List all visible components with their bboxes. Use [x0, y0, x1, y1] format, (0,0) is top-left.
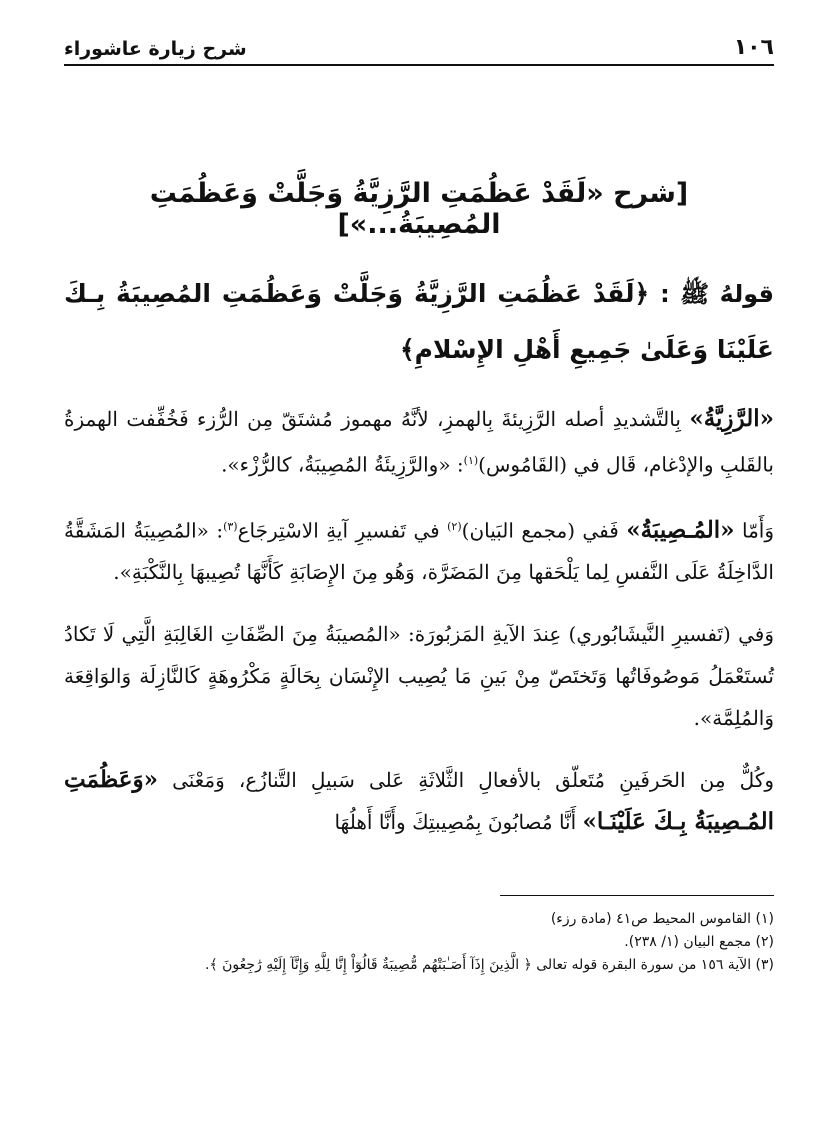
- footnote-3: (٣) الآية ١٥٦ من سورة البقرة قوله تعالى ﴿ الَّذِينَ إِذَآ أَصَـٰبَتْهُم مُّصِيبَةٌ قَالُوٓاْ إِنَّا لِلَّهِ وَإِنَّآ إِلَيْهِ رَٰجِعُونَ ﴾.: [205, 957, 774, 974]
- page-number: ١٠٦: [733, 35, 774, 60]
- footnote-1: (١) القاموس المحيط ص٤١ (مادة رزء): [550, 911, 774, 928]
- paragraph-musiba-text-3: : «المُصِيبَةُ المَشَقَّةُ الدَّاخِلَةُ عَلَى النَّفسِ لِما يَلْحَقها مِنَ المَضَرَّة، وَهُو مِنَ الإِصَابَةِ كَأَنَّهَا تُصِيبهَا بِالنَّكْبَةِ».: [64, 518, 774, 585]
- section-title: [شرح «لَقَدْ عَظُمَتِ الرَّزِيَّةُ وَجَلَّتْ وَعَظُمَتِ المُصِيبَةُ...»]: [149, 178, 689, 240]
- paragraph-harfayn-text-2: أَنَّا مُصابُونَ بِمُصِيبتِكَ وأَنَّا أَهلُهَا: [334, 810, 577, 835]
- paragraph-musiba-text-2: في تَفسيرِ آيةِ الاسْتِرجَاع: [237, 518, 440, 543]
- paragraph-harfayn: [64, 759, 774, 843]
- paragraph-musiba: [64, 506, 774, 594]
- quote-prefix: قولهُ ﷺ :: [660, 280, 774, 308]
- quoted-phrase: «وَعَظُمَتِ المُـصِيبَةُ بِـكَ عَلَيْنَـا»: [64, 766, 774, 836]
- term-razia: «الرَّزِيَّةُ»: [689, 405, 774, 432]
- paragraph-razia-text-2: : «والرَّزِيئَةُ المُصِيبَةُ، كالرُّزْء».: [221, 452, 464, 477]
- term-musiba: «المُـصِيبَةُ»: [626, 516, 735, 544]
- page-header: [64, 30, 774, 66]
- running-title: شرح زيارة عاشوراء: [64, 38, 247, 60]
- paragraph-nishaburi-text: وَفي (تَفسيرِ النَّيشَابُوري) عِندَ الآيةِ المَزبُورَة: «المُصيبَةُ مِنَ الصِّفَاتِ الغَالِبَةِ الَّتِي لَا تَكادُ تُستَعْمَلُ مَوصُوفَاتُها وَتَختَصّ مِنْ بَينِ مَا يُصِيب الإِنْسَان بِحَالَةٍ مَكْرُوهَةٍ كَالنَّازِلَة وَالوَاقِعَة وَالمُلِمَّة».: [64, 622, 774, 731]
- footnote-ref-3[interactable]: (٣): [223, 519, 238, 533]
- quote-body: ﴿لَقَدْ عَظُمَتِ الرَّزِيَّةُ وَجَلَّتْ وَعَظُمَتِ المُصِيبَةُ بِـكَ عَلَيْنَا وَعَلَىٰ جَمِيعِ أَهْلِ الإِسْلامِ﴾: [64, 279, 774, 364]
- quoted-text: [64, 266, 774, 378]
- footnote-ref-2[interactable]: (٢): [447, 519, 462, 533]
- footnote-2: (٢) مجمع البيان (١/ ٢٣٨).: [624, 934, 774, 951]
- paragraph-musiba-start: وَأَمّا: [741, 518, 774, 543]
- footnotes: [64, 908, 774, 977]
- paragraph-razia: [64, 398, 774, 486]
- footnote-ref-1[interactable]: (١): [463, 454, 479, 467]
- paragraph-musiba-text: فَفي (مجمع البَيان): [461, 518, 619, 543]
- footnote-divider: [500, 895, 774, 896]
- book-page: [64, 30, 774, 977]
- paragraph-razia-text: بِالتَّشديدِ أصله الرَّزِيئةَ بِالهمزِ، لأنَّهُ مهموز مُشتَقّ مِن الرُّزء فَخُفِّفت الهمزةُ بالقَلبِ والإدْغام، قَال في (القَامُوس): [64, 407, 774, 477]
- paragraph-harfayn-text: وكُلٌّ مِن الحَرفَينِ مُتَعلّق بالأفعالِ الثَّلاثَةِ عَلى سَبيلِ التَّنازُع، وَمَعْنَى: [172, 768, 775, 793]
- paragraph-nishaburi: [64, 613, 774, 739]
